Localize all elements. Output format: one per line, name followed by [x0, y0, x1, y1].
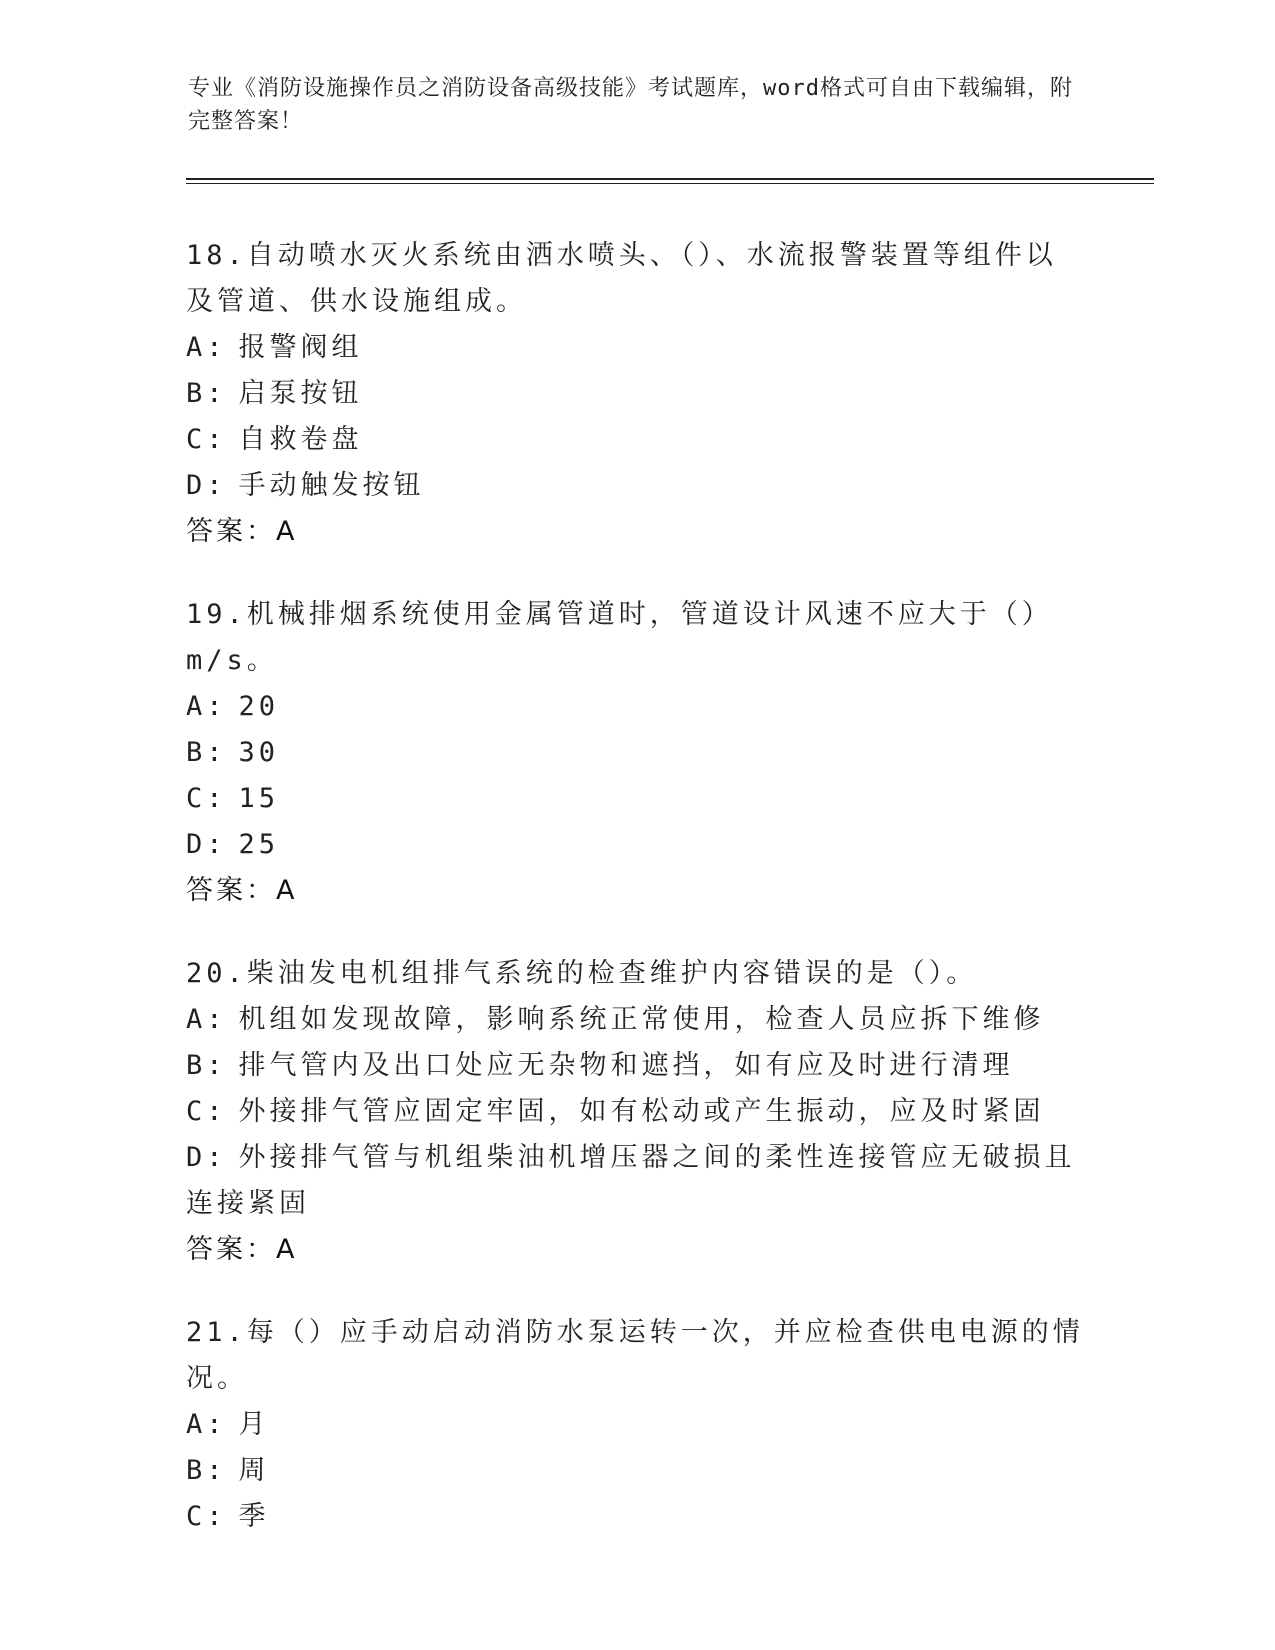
option-key: C: — [186, 424, 227, 455]
option-key: A: — [186, 332, 227, 363]
option-c — [186, 1089, 1086, 1135]
answer-line: 答案：A — [186, 1234, 298, 1265]
question-20 — [186, 951, 1086, 1273]
option-key: C: — [186, 783, 227, 814]
question-21 — [186, 1310, 1086, 1540]
option-key: C: — [186, 1501, 227, 1532]
option-c — [186, 417, 1086, 463]
header-divider-thick — [186, 178, 1154, 180]
answer-line: 答案：A — [186, 516, 298, 547]
option-d — [186, 1135, 1086, 1227]
option-key: D: — [186, 829, 227, 860]
question-stem: 21.每（）应手动启动消防水泵运转一次，并应检查供电电源的情况。 — [186, 1317, 1084, 1394]
option-text: 外接排气管应固定牢固，如有松动或产生振动，应及时紧固 — [238, 1096, 1045, 1127]
option-key: C: — [186, 1096, 227, 1127]
option-key: A: — [186, 691, 227, 722]
option-c — [186, 1494, 1086, 1540]
question-stem: 20.柴油发电机组排气系统的检查维护内容错误的是（）。 — [186, 958, 978, 989]
option-key: B: — [186, 1455, 227, 1486]
document-header: 专业《消防设施操作员之消防设备高级技能》考试题库，word格式可自由下载编辑，附完整答案！ — [188, 76, 1073, 134]
option-text: 机组如发现故障，影响系统正常使用，检查人员应拆下维修 — [238, 1004, 1045, 1035]
option-key: B: — [186, 737, 227, 768]
option-key: D: — [186, 470, 227, 501]
option-c — [186, 776, 1086, 822]
option-text: 季 — [238, 1501, 270, 1532]
question-19 — [186, 592, 1086, 914]
question-stem: 19.机械排烟系统使用金属管道时，管道设计风速不应大于（）m/s。 — [186, 599, 1053, 676]
option-b — [186, 1448, 1086, 1494]
option-text: 20 — [238, 691, 280, 722]
option-b — [186, 730, 1086, 776]
option-a — [186, 997, 1086, 1043]
option-key: D: — [186, 1142, 227, 1173]
option-text: 报警阀组 — [238, 332, 363, 363]
option-text: 启泵按钮 — [238, 378, 363, 409]
option-a — [186, 325, 1086, 371]
option-d — [186, 822, 1086, 868]
question-stem: 18.自动喷水灭火系统由洒水喷头、（）、水流报警装置等组件以及管道、供水设施组成。 — [186, 240, 1057, 317]
option-text: 排气管内及出口处应无杂物和遮挡，如有应及时进行清理 — [238, 1050, 1014, 1081]
question-18 — [186, 233, 1086, 555]
option-text: 周 — [238, 1455, 270, 1486]
option-text: 15 — [238, 783, 280, 814]
option-text: 外接排气管与机组柴油机增压器之间的柔性连接管应无破损且连接紧固 — [186, 1142, 1076, 1219]
option-a — [186, 684, 1086, 730]
answer-line: 答案：A — [186, 875, 298, 906]
option-text: 自救卷盘 — [238, 424, 363, 455]
option-key: A: — [186, 1004, 227, 1035]
option-text: 25 — [238, 829, 280, 860]
option-b — [186, 371, 1086, 417]
option-text: 月 — [238, 1409, 270, 1440]
option-b — [186, 1043, 1086, 1089]
option-key: A: — [186, 1409, 227, 1440]
option-a — [186, 1402, 1086, 1448]
option-d — [186, 463, 1086, 509]
question-list — [186, 233, 1086, 1577]
option-key: B: — [186, 378, 227, 409]
option-key: B: — [186, 1050, 227, 1081]
option-text: 30 — [238, 737, 280, 768]
header-divider-thin — [186, 183, 1154, 184]
option-text: 手动触发按钮 — [238, 470, 425, 501]
